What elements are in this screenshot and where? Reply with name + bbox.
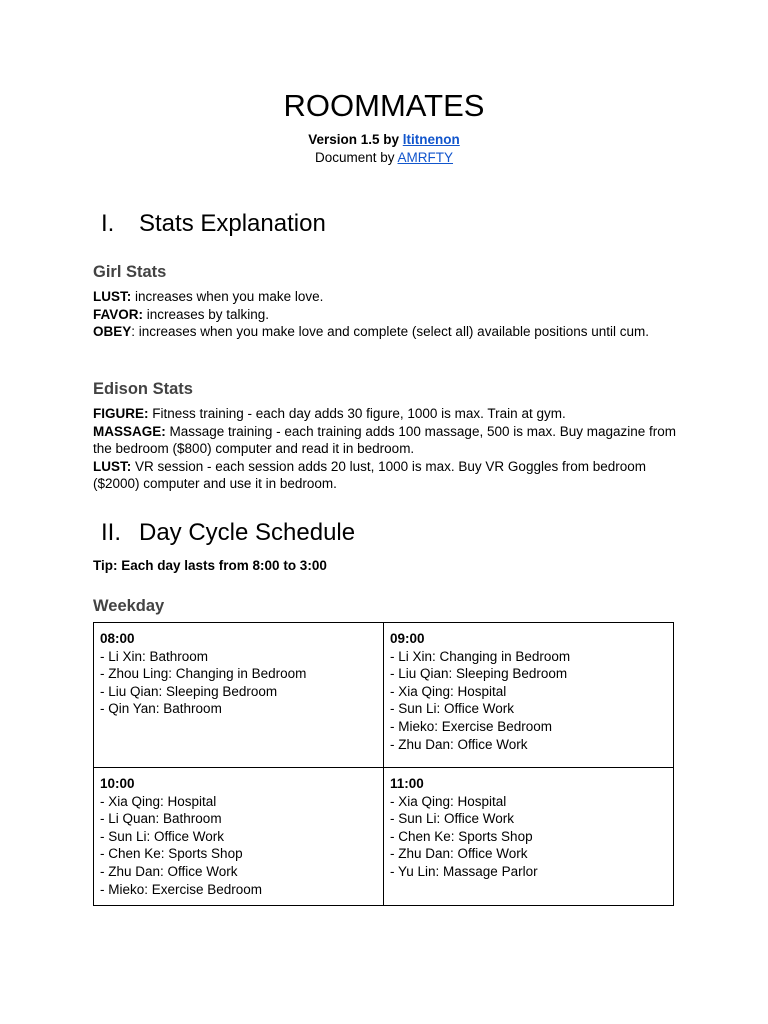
doc-author-link[interactable]: AMRFTY xyxy=(397,150,454,165)
table-row xyxy=(94,768,674,906)
stat-item xyxy=(93,288,678,306)
cell-entry: - Li Quan: Bathroom xyxy=(100,811,222,827)
cell-entry: - Yu Lin: Massage Parlor xyxy=(390,863,538,879)
version-line xyxy=(0,131,768,149)
document-title: ROOMMATES xyxy=(283,88,485,123)
cell-entry: - Xia Qing: Hospital xyxy=(100,793,217,809)
stat-item xyxy=(93,458,678,493)
cell-entry: - Sun Li: Office Work xyxy=(390,811,515,827)
cell-entry: - Zhu Dan: Office Work xyxy=(390,736,528,752)
table-row xyxy=(94,623,674,768)
cell-entry: - Sun Li: Office Work xyxy=(100,828,225,844)
cell-entry: - Xia Qing: Hospital xyxy=(390,683,507,699)
section-title: Day Cycle Schedule xyxy=(139,519,356,546)
section-stats-heading xyxy=(101,209,326,239)
stat-item xyxy=(93,306,678,324)
cell-entry: - Zhu Dan: Office Work xyxy=(390,846,528,862)
section-number: I. xyxy=(101,210,115,237)
stat-label: OBEY xyxy=(93,324,132,340)
cell-time: 09:00 xyxy=(390,631,425,646)
stat-label: LUST: xyxy=(93,458,132,474)
cell-entry: - Zhu Dan: Office Work xyxy=(100,863,238,879)
version-author-link[interactable]: ltitnenon xyxy=(402,132,460,147)
girl-stats-heading: Girl Stats xyxy=(93,263,167,281)
cell-entry: - Zhou Ling: Changing in Bedroom xyxy=(100,666,307,682)
stat-label: FAVOR: xyxy=(93,306,143,322)
cell-entry: - Liu Qian: Sleeping Bedroom xyxy=(100,683,278,699)
cell-entry: - Chen Ke: Sports Shop xyxy=(390,828,533,844)
cell-entry: - Liu Qian: Sleeping Bedroom xyxy=(390,666,568,682)
cell-entry: - Qin Yan: Bathroom xyxy=(100,701,222,717)
stat-text: : increases when you make love and complete (select all) available positions until cum. xyxy=(131,324,650,340)
cell-entry: - Mieko: Exercise Bedroom xyxy=(100,881,263,897)
cell-time: 10:00 xyxy=(100,776,135,791)
stat-item xyxy=(93,423,678,458)
weekday-schedule-table xyxy=(93,622,674,906)
cell-entry: - Li Xin: Bathroom xyxy=(100,648,209,664)
edison-stats-list xyxy=(93,405,678,493)
stat-item xyxy=(93,405,678,423)
stat-label: MASSAGE: xyxy=(93,423,166,439)
stat-text: Massage training - each training adds 100 massage, 500 is max. Buy magazine from the bedroom ($800) computer and read it in bedroom. xyxy=(93,423,677,457)
cell-entry: - Mieko: Exercise Bedroom xyxy=(390,718,553,734)
document-by-line xyxy=(0,149,768,167)
version-prefix: Version 1.5 by xyxy=(308,132,403,147)
doc-prefix: Document by xyxy=(314,150,398,165)
stat-text: increases by talking. xyxy=(143,306,270,322)
section-title: Stats Explanation xyxy=(139,210,326,237)
schedule-cell xyxy=(384,768,674,906)
weekday-heading: Weekday xyxy=(93,597,165,615)
cell-entry: - Sun Li: Office Work xyxy=(390,701,515,717)
girl-stats-list xyxy=(93,288,678,341)
cell-time: 08:00 xyxy=(100,631,135,646)
schedule-cell xyxy=(384,623,674,768)
tip-text: Tip: Each day lasts from 8:00 to 3:00 xyxy=(93,558,327,573)
stat-label: LUST: xyxy=(93,289,132,304)
stat-label: FIGURE: xyxy=(93,406,149,421)
cell-time: 11:00 xyxy=(390,776,424,791)
cell-entry: - Chen Ke: Sports Shop xyxy=(100,846,243,862)
cell-entry: - Li Xin: Changing in Bedroom xyxy=(390,648,571,664)
section-schedule-heading xyxy=(101,518,355,548)
schedule-cell xyxy=(94,623,384,768)
section-number: II. xyxy=(101,519,122,546)
stat-text: Fitness training - each day adds 30 figure, 1000 is max. Train at gym. xyxy=(148,406,566,421)
schedule-cell xyxy=(94,768,384,906)
stat-item xyxy=(93,323,678,341)
edison-stats-heading: Edison Stats xyxy=(93,380,193,398)
stat-text: VR session - each session adds 20 lust, 1000 is max. Buy VR Goggles from bedroom ($2000) computer and use it in bedroom. xyxy=(93,458,646,492)
cell-entry: - Xia Qing: Hospital xyxy=(390,793,507,809)
stat-text: increases when you make love. xyxy=(131,289,324,304)
